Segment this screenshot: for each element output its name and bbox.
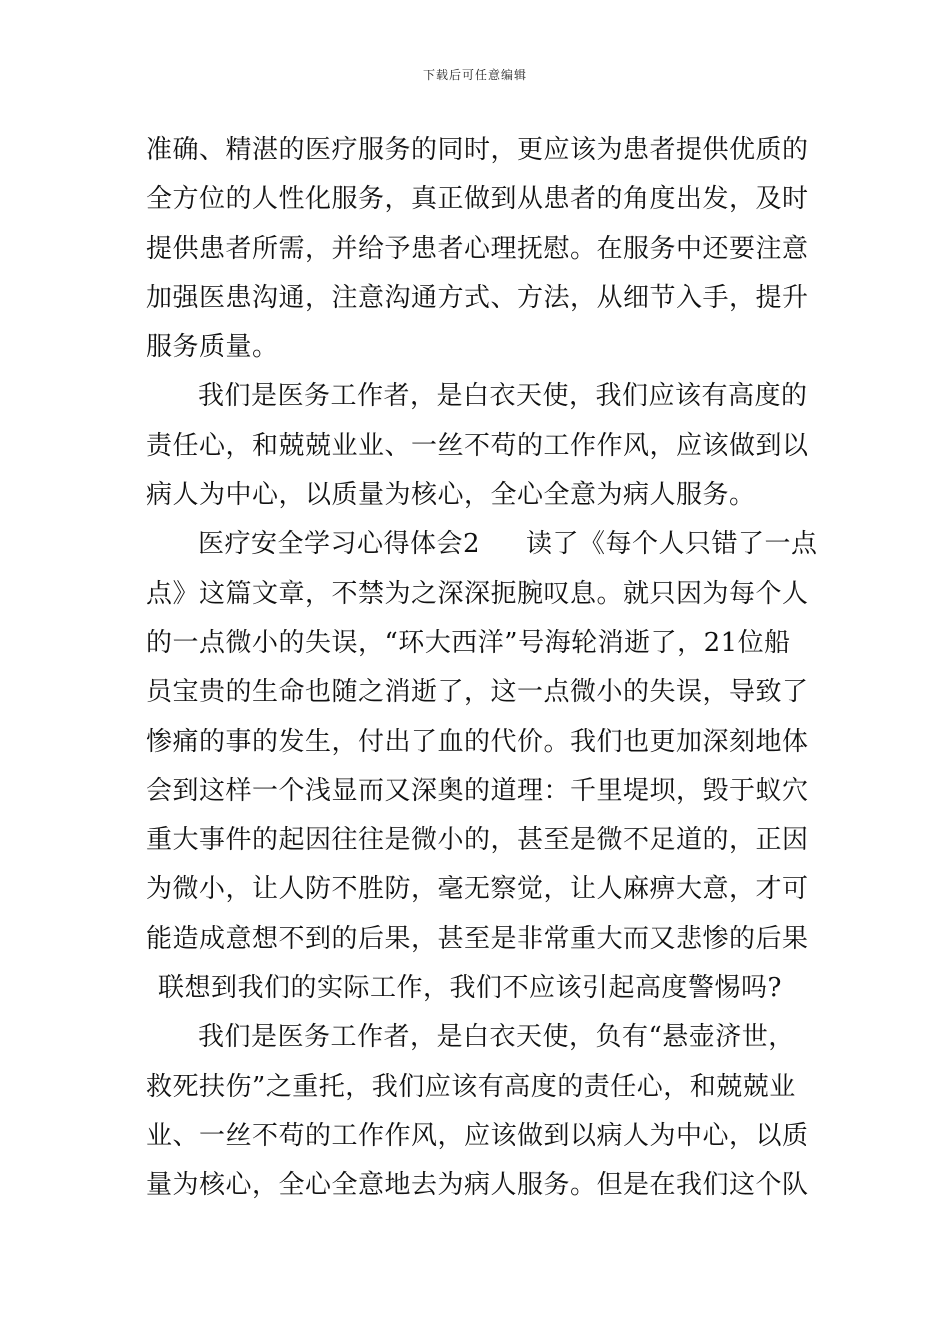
text-line: 联想到我们的实际工作，我们不应该引起高度警惕吗? (158, 973, 782, 1004)
section-title: 医疗安全学习心得体会2 (198, 529, 481, 560)
text-line: 责任心，和兢兢业业、一丝不苟的工作作风，应该做到以 (146, 430, 809, 461)
text-line: 全方位的人性化服务，真正做到从患者的角度出发，及时 (146, 184, 809, 215)
text-line: 服务质量。 (146, 332, 279, 363)
text-line: 救死扶伤”之重托，我们应该有高度的责任心，和兢兢业 (146, 1071, 796, 1102)
text-line: 点》这篇文章，不禁为之深深扼腕叹息。就只因为每个人 (146, 578, 809, 609)
page-header: 下载后可任意编辑 (422, 68, 527, 82)
text-fragment: 读了《每个人只错了一点 (526, 529, 818, 560)
text-line: 提供患者所需，并给予患者心理抚慰。在服务中还要注意 (146, 233, 809, 264)
text-line: 准确、精湛的医疗服务的同时，更应该为患者提供优质的 (146, 135, 809, 165)
text-line: 惨痛的事的发生，付出了血的代价。我们也更加深刻地体 (146, 726, 809, 757)
text-line: 员宝贵的生命也随之消逝了，这一点微小的失误，导致了 (146, 677, 809, 708)
text-line: 重大事件的起因往往是微小的，甚至是微不足道的，正因 (146, 825, 809, 856)
document-body (146, 126, 816, 1211)
text-line: 量为核心，全心全意地去为病人服务。但是在我们这个队 (146, 1170, 809, 1201)
section-line (146, 520, 816, 569)
text-line: 我们是医务工作者，是白衣天使，负有“悬壶济世， (198, 1022, 795, 1053)
text-line: 为微小，让人防不胜防，毫无察觉，让人麻痹大意，才可 (146, 874, 809, 905)
text-line: 我们是医务工作者，是白衣天使，我们应该有高度的 (198, 381, 808, 412)
text-line: 业、一丝不苟的工作作风，应该做到以病人为中心，以质 (146, 1120, 809, 1151)
text-line: 病人为中心，以质量为核心，全心全意为病人服务。 (146, 480, 756, 511)
text-line: 的一点微小的失误，“环大西洋”号海轮消逝了，21位船 (146, 627, 791, 658)
text-line: 加强医患沟通，注意沟通方式、方法，从细节入手，提升 (146, 282, 809, 313)
text-line: 能造成意想不到的后果，甚至是非常重大而又悲惨的后果 (146, 923, 809, 954)
text-line: 会到这样一个浅显而又深奥的道理：千里堤坝，毁于蚁穴 (146, 775, 809, 806)
